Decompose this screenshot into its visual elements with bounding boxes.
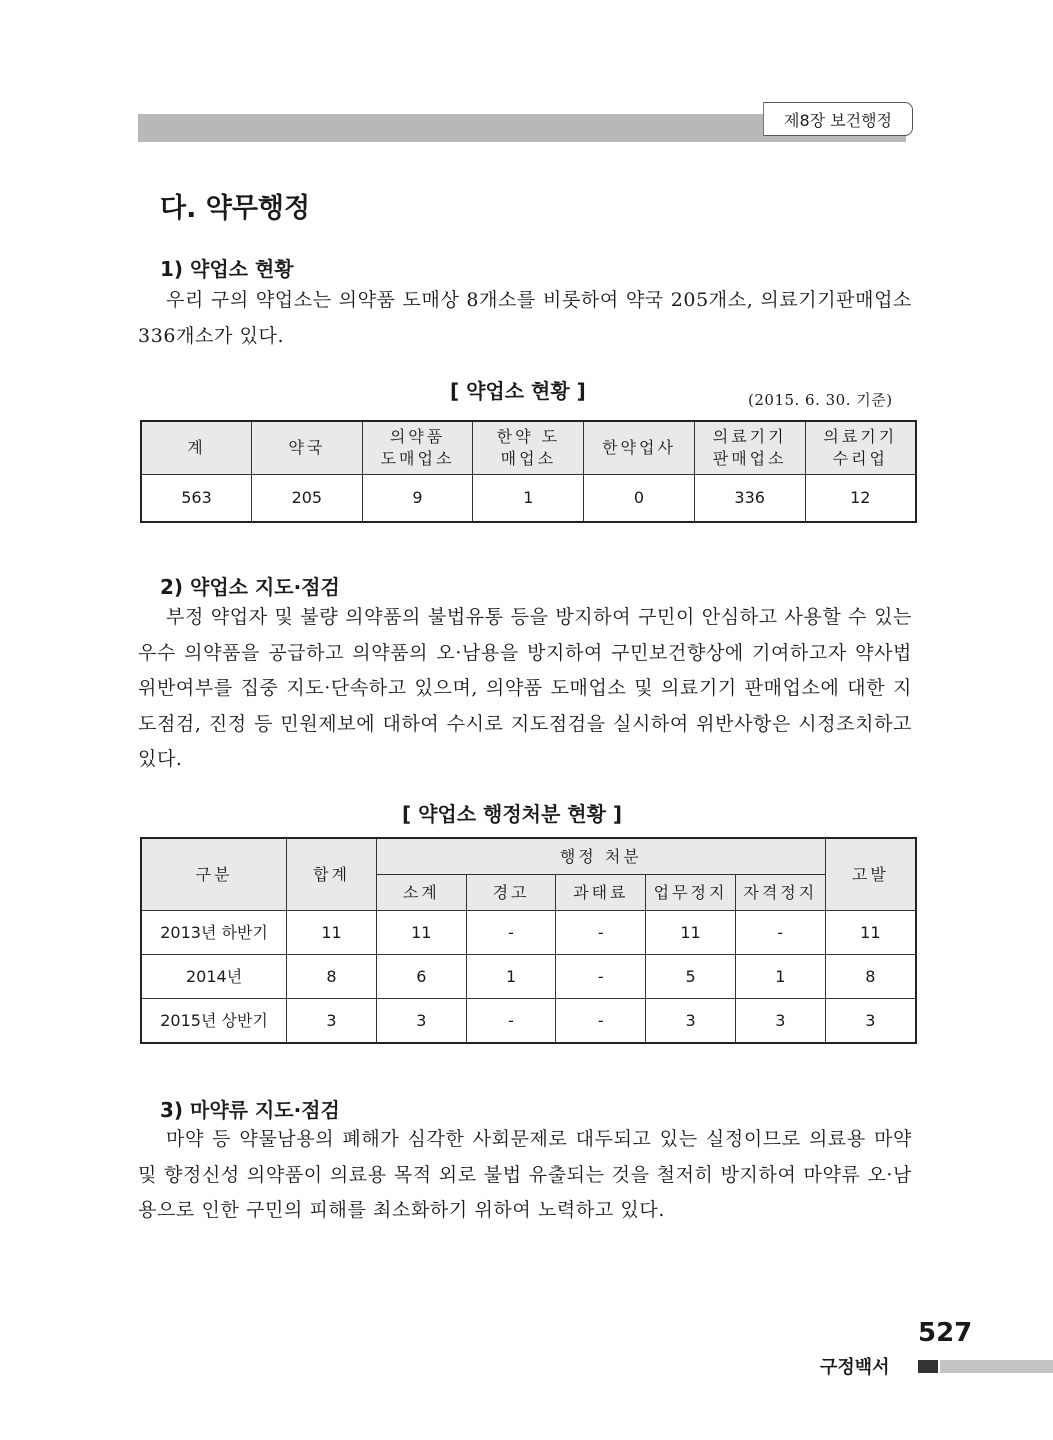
page-number: 527 [918, 1318, 973, 1348]
header-cell: 자격정지 [735, 875, 825, 911]
table-cell: 3 [287, 999, 377, 1044]
header-cell-label: 의약품 도매업소 [380, 427, 455, 468]
header-cell-group: 행정 처분 [376, 838, 825, 875]
table-cell: 3 [646, 999, 736, 1044]
header-cell-accusation: 고발 [825, 838, 916, 911]
table-cell: 12 [805, 475, 916, 523]
table-row [141, 475, 916, 523]
table-cell: 11 [287, 911, 377, 955]
chapter-tab: 제8장 보건행정 [763, 102, 913, 136]
header-cell: 소계 [376, 875, 466, 911]
header-cell [805, 421, 916, 475]
header-cell-category: 구분 [141, 838, 287, 911]
table-row [141, 911, 916, 955]
header-cell: 약국 [252, 421, 363, 475]
section-title: 다. 약무행정 [160, 193, 311, 224]
table-cell: 3 [825, 999, 916, 1044]
table-cell: 3 [376, 999, 466, 1044]
footer-block [918, 1360, 938, 1373]
table-header-row [141, 421, 916, 475]
header-cell: 경고 [466, 875, 556, 911]
header-cell: 한약업사 [584, 421, 694, 475]
header-cell: 업무정지 [646, 875, 736, 911]
table-cell: 2014년 [141, 955, 287, 999]
table-cell: 11 [376, 911, 466, 955]
header-cell: 과태료 [556, 875, 646, 911]
subsection-1-body: 우리 구의 약업소는 의약품 도매상 8개소를 비롯하여 약국 205개소, 의료기기판매업소 336개소가 있다. [138, 289, 912, 347]
table-cell: - [466, 999, 556, 1044]
header-cell [694, 421, 805, 475]
header-cell-label: 한약 도매업소 [496, 427, 561, 468]
table-row [141, 999, 916, 1044]
table-1-caption: [ 약업소 현황 ] [450, 379, 586, 403]
subsection-1-title: 1) 약업소 현황 [160, 257, 294, 281]
footer-bar [940, 1360, 1053, 1373]
header-cell: 계 [141, 421, 252, 475]
table-cell: 1 [473, 475, 584, 523]
table-row [141, 955, 916, 999]
subsection-3-title: 3) 마약류 지도·점검 [160, 1098, 340, 1122]
table-cell: 6 [376, 955, 466, 999]
table-cell: 5 [646, 955, 736, 999]
table-cell: 1 [735, 955, 825, 999]
header-cell [362, 421, 473, 475]
table-cell: - [735, 911, 825, 955]
header-cell [473, 421, 584, 475]
table-cell: - [556, 955, 646, 999]
table-cell: 11 [825, 911, 916, 955]
subsection-3-body: 마약 등 약물남용의 폐해가 심각한 사회문제로 대두되고 있는 실정이므로 의료용 마약 및 향정신성 의약품이 의료용 목적 외로 불법 유출되는 것을 철저히 방지하여 마약류 오·남용으로 인한 구민의 피해를 최소화하기 위하여 노력하고 있다. [138, 1128, 912, 1221]
table-cell: 563 [141, 475, 252, 523]
table-cell: 336 [694, 475, 805, 523]
table-header-row [141, 838, 916, 875]
table-cell: - [556, 911, 646, 955]
table-1-basis-note: (2015. 6. 30. 기준) [748, 391, 893, 409]
table-cell: 205 [252, 475, 363, 523]
table-cell: 3 [735, 999, 825, 1044]
table-cell: - [466, 911, 556, 955]
pharmacy-status-table [140, 420, 917, 523]
header-cell-total: 합계 [287, 838, 377, 911]
table-2-caption: [ 약업소 행정처분 현황 ] [402, 802, 623, 826]
table-cell: 8 [825, 955, 916, 999]
subsection-2-title: 2) 약업소 지도·점검 [160, 575, 340, 599]
header-cell-label: 의료기기 판매업소 [712, 427, 787, 468]
table-cell: 0 [584, 475, 694, 523]
table-cell: 11 [646, 911, 736, 955]
table-cell: 2015년 상반기 [141, 999, 287, 1044]
table-cell: 8 [287, 955, 377, 999]
table-cell: - [556, 999, 646, 1044]
book-title: 구정백서 [820, 1357, 890, 1378]
header-cell-label: 의료기기 수리업 [823, 427, 898, 468]
administrative-action-table [140, 837, 917, 1044]
table-cell: 2013년 하반기 [141, 911, 287, 955]
table-cell: 1 [466, 955, 556, 999]
table-cell: 9 [362, 475, 473, 523]
subsection-2-body: 부정 약업자 및 불량 의약품의 불법유통 등을 방지하여 구민이 안심하고 사용할 수 있는 우수 의약품을 공급하고 의약품의 오·남용을 방지하여 구민보건향상에 기여하고자 약사법 위반여부를 집중 지도·단속하고 있으며, 의약품 도매업소 및 의료기기 판매업소에 대한 지도점검, 진정 등 민원제보에 대하여 수시로 지도점검을 실시하여 위반사항은 시정조치하고 있다. [138, 606, 912, 770]
